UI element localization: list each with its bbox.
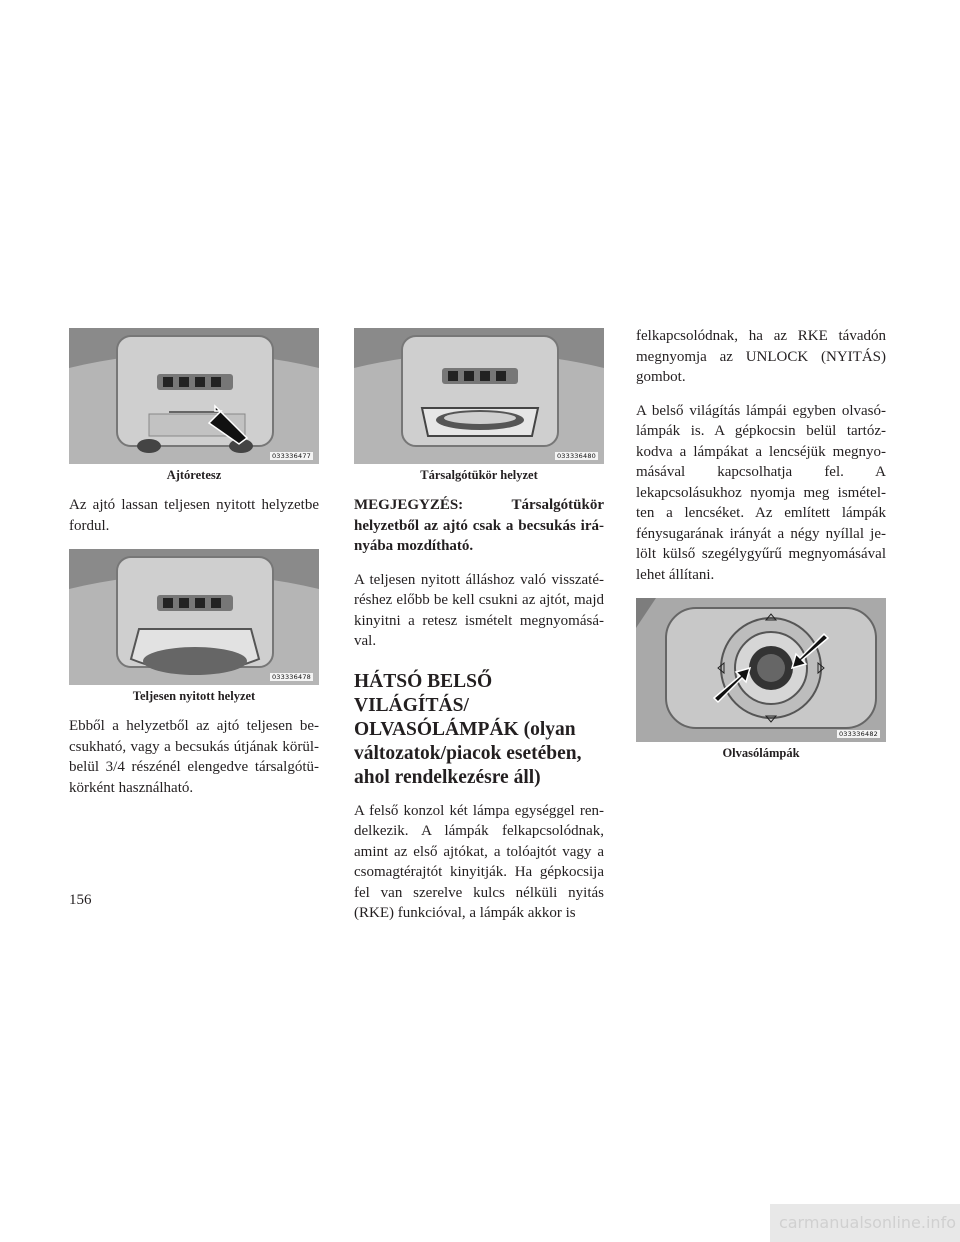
figure-caption: Társalgótükör helyzet	[420, 468, 538, 482]
figure-conversation-mirror	[354, 328, 604, 483]
column-1	[69, 328, 319, 811]
paragraph: felkapcsolódnak, ha az RKE távadón megnyomja az UNLOCK (NYITÁS) gombot.	[636, 328, 886, 385]
note: MEGJEGYZÉS: Társalgótükör helyzetből az ajtó csak a becsukás irá-nyába mozdítható.	[354, 497, 604, 554]
photo-fully-open	[69, 549, 319, 685]
paragraph: Az ajtó lassan teljesen nyitott helyzetbe fordul.	[69, 497, 319, 534]
figure-caption: Teljesen nyitott helyzet	[132, 689, 256, 703]
figure-code: 033336478	[271, 673, 311, 681]
paragraph: A belső világítás lámpái egyben olvasó-lámpák is. A gépkocsin belül tartóz-kodva a lámpákat a lencséjük megnyo-másával kapcsolhatja fel. A lekapcsolásukhoz nyomja meg ismétel-ten a lencséket. Az említett lámpák fénysugarának irányát a négy nyíllal je-lölt külső szegélygyűrű megnyomásával lehet állítani.	[636, 402, 886, 583]
column-2	[354, 328, 604, 937]
figure-door-latch	[69, 328, 319, 483]
figure-caption: Ajtóretesz	[166, 468, 222, 482]
paragraph: A felső konzol két lámpa egységgel ren-delkezik. A lámpák felkapcsolódnak, amint az első ajtókat, a tolóajtót vagy a csomagtérajtót kinyitják. Ha gépkocsija fel van szerelve kulcs nélküli nyitás (RKE) funkcióval, a lámpák akkor is	[354, 802, 604, 921]
figure-code: 033336480	[556, 452, 596, 460]
figure-code: 033336477	[271, 452, 311, 460]
page-number: 156	[69, 892, 92, 908]
photo-door-latch	[69, 328, 319, 464]
column-3	[636, 326, 886, 773]
figure-caption: Olvasólámpák	[722, 746, 800, 760]
photo-reading-lamps	[636, 598, 886, 742]
photo-conversation-mirror	[354, 328, 604, 464]
figure-fully-open	[69, 549, 319, 704]
watermark: carmanualsonline.info	[770, 1204, 960, 1242]
section-heading: HÁTSÓ BELSŐ VILÁGÍTÁS/ OLVASÓLÁMPÁK (olyan változatok/piacok esetében, ahol rendelkezésre áll)	[354, 670, 582, 788]
figure-reading-lamps	[636, 598, 886, 761]
paragraph: A teljesen nyitott álláshoz való visszaté-réshez előbb be kell csukni az ajtót, majd kinyitni a retesz ismételt megnyomásá-val.	[354, 571, 604, 649]
figure-code: 033336482	[838, 730, 878, 738]
paragraph: Ebből a helyzetből az ajtó teljesen be-csukható, vagy a becsukás útjának körül-belül 3/4 részénél elengedve társalgótü-körként használható.	[69, 718, 319, 796]
